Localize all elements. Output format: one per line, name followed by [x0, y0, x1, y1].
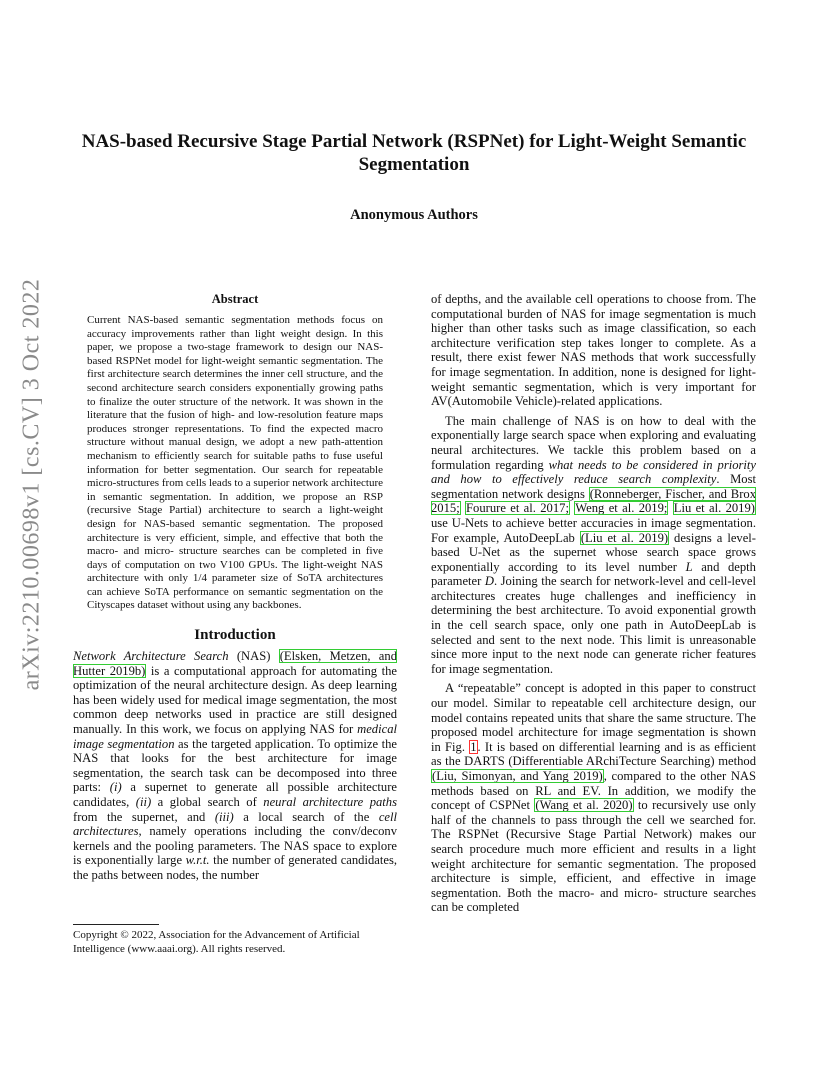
- introduction-paragraph-1: [73, 649, 397, 883]
- text-span: from the supernet, and: [73, 809, 215, 824]
- arxiv-identifier-text: arXiv:2210.00698v1 [cs.CV] 3 Oct 2022: [18, 278, 45, 690]
- text-span: as the targeted application. To optimize the NAS that looks for the best architecture for image segmentation, the search task can be decomposed into three parts:: [73, 736, 397, 795]
- right-paragraph-repeatable: [431, 681, 756, 915]
- right-paragraph-continuation: of depths, and the available cell operations to choose from. The computational burden of NAS for image segmentation is much higher than other tasks such as image classification, so each architecture verification step takes longer to complete. As a result, there exist fewer NAS methods that work successfully for image segmentation. In addition, none is designed for light-weight semantic segmentation, which is very important for AV(Automobile Vehicle)-related applications.: [431, 292, 756, 409]
- paper-title: NAS-based Recursive Stage Partial Network (RSPNet) for Light-Weight Semantic Segmentation: [81, 131, 747, 175]
- citation-liu-2019[interactable]: Liu et al. 2019): [673, 501, 755, 516]
- text-span: a supernet to generate all possible architecture candidates,: [73, 780, 397, 809]
- citation-liu-simonyan-yang-2019[interactable]: (Liu, Simonyan, and Yang 2019): [432, 769, 603, 783]
- enum-marker: (i): [109, 780, 122, 795]
- paper-authors: Anonymous Authors: [350, 207, 478, 223]
- emphasis-text: what needs to be considered in priority and how to effectively reduce search complexity: [431, 457, 756, 487]
- enum-marker: (ii): [135, 795, 152, 809]
- citation-fourure-2017[interactable]: Fourure et al. 2017;: [466, 501, 569, 516]
- text-span: . It is based on differential learning and is as efficient as the DARTS (Differentiable ARchiTecture Searching) method: [431, 739, 757, 769]
- text-span: , namely operations including the conv/deconv kernels and the pooling parameters. The NAS space to explore is exponentially large: [73, 824, 397, 868]
- text-span: a global search of: [151, 795, 264, 809]
- footnote-divider: [73, 924, 159, 925]
- emphasis-text: medical image segmentation: [73, 722, 397, 751]
- abstract-text: Current NAS-based semantic segmentation methods focus on accuracy improvements rather than light weight design. In this paper, we propose a two-stage framework to design our NAS-based RSPNet model for light-weight semantic segmentation. The first architecture search determines the inner cell structure, and the second architecture search considers exponentially growing paths to finalize the outer structure of the network. It was shown in the literature that the fusion of high- and low-resolution feature maps produces stronger representations. To find the expected macro structure without manual design, we adopt a new path-attention mechanism to efficiently search for suitable paths to fuse useful information for better segmentation. Our search for repeatable micro-structures from cells leads to a superior network architecture in semantic segmentation. In addition, we propose an RSP (recursive Stage Partial) architecture to search a light-weight design for NAS-based semantic segmentation. The proposed architecture is very efficient, simple, and effective that both the macro- and micro- structure searches can be completed in five days of computation on two V100 GPUs. The light-weight NAS architecture with only 1/4 parameter size of SoTA architectures can achieve SoTA performance on semantic segmentation on the Cityscapes dataset without using any backbones.: [87, 314, 383, 612]
- citation-wang-2020[interactable]: (Wang et al. 2020): [535, 798, 633, 813]
- emphasis-text: w.r.t.: [185, 853, 210, 868]
- citation-elsken-2019b[interactable]: (Elsken, Metzen, and Hutter 2019b): [73, 649, 397, 678]
- arxiv-identifier-stamp: [12, 278, 52, 690]
- abstract-heading: Abstract: [211, 292, 259, 306]
- right-column: [431, 292, 756, 915]
- citation-weng-2019[interactable]: Weng et al. 2019;: [575, 501, 668, 516]
- figure-1-reference[interactable]: 1: [470, 739, 477, 754]
- right-paragraph-challenge: [431, 414, 756, 677]
- text-span: The main challenge of NAS is on how to deal with the exponentially large search space when exploring and evaluating neural architectures. We tackle this problem based on a formulation regarding: [431, 413, 756, 472]
- text-span: . Most segmentation network designs: [431, 472, 756, 501]
- text-span: , compared to the other NAS methods based on RL and EV. In addition, we modify the concept of CSPNet: [431, 769, 757, 813]
- text-span: a local search of the: [233, 809, 379, 824]
- text-span: A “repeatable” concept is adopted in this paper to construct our model. Similar to repeatable cell architecture design, our model contains repeated units that share the same structure. The proposed model architecture for image segmentation is shown in Fig.: [431, 681, 756, 754]
- text-span: (NAS): [228, 649, 279, 664]
- citation-liu-2019-autodeeplab[interactable]: (Liu et al. 2019): [580, 530, 669, 545]
- introduction-heading: Introduction: [194, 627, 276, 644]
- enum-marker: (iii): [214, 809, 234, 824]
- text-span: and depth parameter: [431, 559, 756, 589]
- math-symbol-l: L: [685, 559, 693, 574]
- copyright-footnote: Copyright © 2022, Association for the Advancement of Artificial Intelligence (www.aaai.org). All rights reserved.: [73, 929, 360, 955]
- math-symbol-d: D: [484, 574, 494, 589]
- text-span: to recursively use only half of the channels to pass through the cell we searched for. The RSPNet (Recursive Stage Partial Network) makes our search procedure much more efficient and results in a light weight architecture for semantic segmentation. The proposed architecture is simple, efficient, and effective in image segmentation. Both the macro- and micro- structure searches can be completed: [431, 798, 756, 915]
- left-column: [73, 292, 397, 883]
- text-span: . Joining the search for network-level and cell-level architectures creates huge challenges and inefficiency in determining the best architecture. To avoid exponential growth in the cell search space, only one path in AutoDeepLab is selected and sent to the next node. This limit is unreasonable since more input to the next node can generate richer features for image segmentation.: [431, 574, 756, 676]
- text-span: is a computational approach for automating the optimization of the neural architecture design. As deep learning has been widely used for medical image segmentation, the most common deep networks used in practice are still designed manually. In this work, we focus on applying NAS for: [73, 663, 397, 737]
- text-span: the number of generated candidates, the paths between nodes, the number: [73, 853, 398, 882]
- citation-ronneberger-2015[interactable]: (Ronneberger, Fischer, and Brox 2015;: [431, 486, 756, 516]
- emphasis-text: neural architecture paths: [263, 795, 397, 809]
- term-nas: Network Architecture Search: [73, 649, 229, 664]
- emphasis-text: cell architectures: [73, 809, 397, 839]
- text-span: use U-Nets to achieve better accuracies in image segmentation. For example, AutoDeepLab: [431, 515, 756, 545]
- text-span: designs a level-based U-Net as the supernet whose search space grows exponentially according to its level number: [431, 530, 757, 574]
